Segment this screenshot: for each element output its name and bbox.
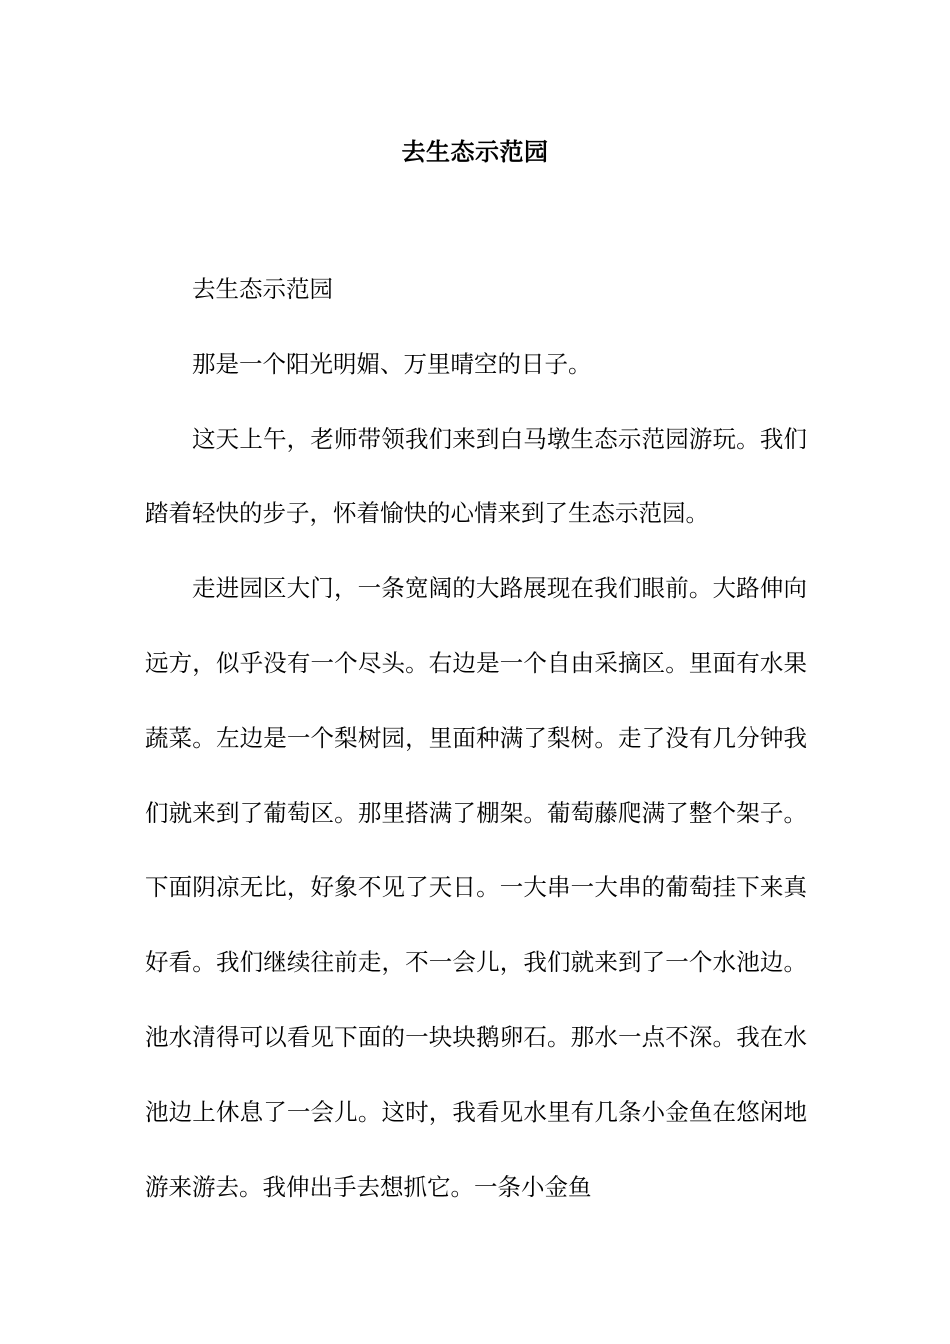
document-body bbox=[145, 252, 807, 1224]
paragraph-2: 这天上午，老师带领我们来到白马墩生态示范园游玩。我们踏着轻快的步子，怀着愉快的心情来到了生态示范园。 bbox=[145, 424, 807, 528]
paragraph-3: 走进园区大门，一条宽阔的大路展现在我们眼前。大路伸向远方，似乎没有一个尽头。右边是一个自由采摘区。里面有水果蔬菜。左边是一个梨树园，里面种满了梨树。走了没有几分钟我们就来到了葡萄区。那里搭满了棚架。葡萄藤爬满了整个架子。下面阴凉无比，好象不见了天日。一大串一大串的葡萄挂下来真好看。我们继续往前走，不一会儿，我们就来到了一个水池边。池水清得可以看见下面的一块块鹅卵石。那水一点不深。我在水池边上休息了一会儿。这时，我看见水里有几条小金鱼在悠闲地游来游去。我伸出手去想抓它。一条小金鱼 bbox=[145, 574, 807, 1201]
paragraph-1: 那是一个阳光明媚、万里晴空的日子。 bbox=[192, 349, 592, 378]
paragraph-subtitle: 去生态示范园 bbox=[192, 275, 333, 303]
document-title: 去生态示范园 bbox=[401, 137, 549, 166]
